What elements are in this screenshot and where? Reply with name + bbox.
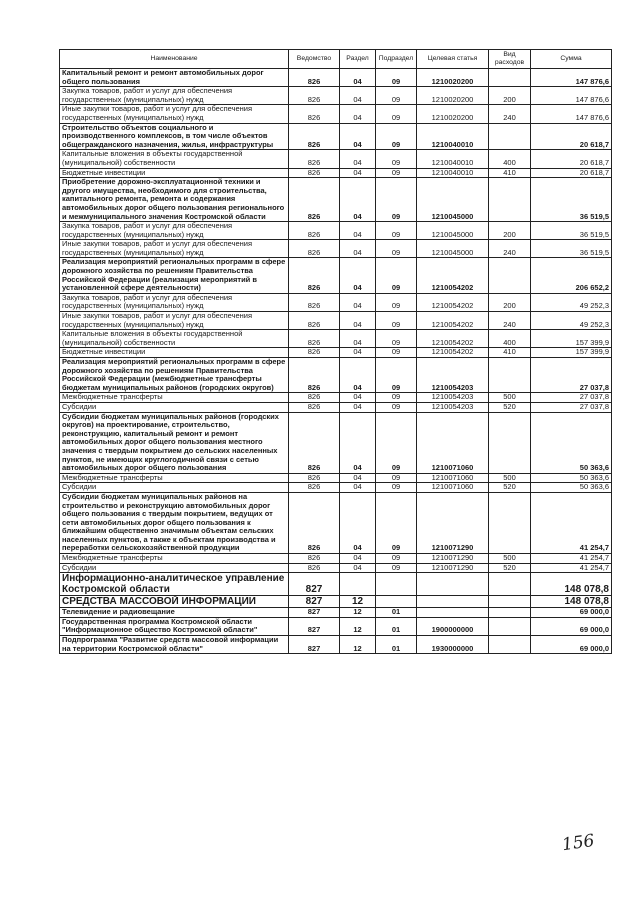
cell-razdel: 04 — [340, 563, 376, 573]
table-row — [60, 222, 612, 240]
cell-vr: 500 — [489, 554, 531, 564]
cell-name: Телевидение и радиовещание — [60, 608, 289, 618]
cell-vr — [489, 69, 531, 87]
cell-name: Бюджетные инвестиции — [60, 168, 289, 178]
cell-vr — [489, 358, 531, 393]
cell-vr: 410 — [489, 168, 531, 178]
cell-sum: 148 078,8 — [531, 573, 612, 596]
cell-razdel: 04 — [340, 240, 376, 258]
cell-podrazdel: 09 — [376, 563, 417, 573]
cell-name: Иные закупки товаров, работ и услуг для обеспечения государственных (муниципальных) нужд — [60, 312, 289, 330]
cell-csr: 1210054202 — [417, 258, 489, 293]
cell-name: СРЕДСТВА МАССОВОЙ ИНФОРМАЦИИ — [60, 596, 289, 608]
cell-name: Информационно-аналитическое управление Костромской области — [60, 573, 289, 596]
cell-vr — [489, 412, 531, 473]
cell-name: Межбюджетные трансферты — [60, 393, 289, 403]
cell-razdel: 12 — [340, 596, 376, 608]
cell-ved: 826 — [289, 240, 340, 258]
cell-ved: 826 — [289, 483, 340, 493]
cell-name: Бюджетные инвестиции — [60, 348, 289, 358]
table-row — [60, 617, 612, 635]
cell-razdel: 04 — [340, 69, 376, 87]
cell-csr: 1900000000 — [417, 617, 489, 635]
table-row — [60, 312, 612, 330]
cell-csr: 1210045000 — [417, 178, 489, 222]
cell-ved: 826 — [289, 150, 340, 168]
cell-razdel: 04 — [340, 150, 376, 168]
cell-csr: 1210054202 — [417, 312, 489, 330]
cell-ved: 826 — [289, 412, 340, 473]
table-row — [60, 473, 612, 483]
cell-ved: 826 — [289, 330, 340, 348]
cell-vr: 200 — [489, 87, 531, 105]
cell-razdel: 04 — [340, 402, 376, 412]
cell-name: Строительство объектов социального и производственного комплексов, в том числе объектов общегражданского назначения, жилья, инфраструктуры — [60, 123, 289, 150]
cell-sum: 20 618,7 — [531, 168, 612, 178]
cell-csr: 1210054203 — [417, 402, 489, 412]
cell-vr: 200 — [489, 222, 531, 240]
cell-sum: 147 876,6 — [531, 69, 612, 87]
cell-vr: 500 — [489, 393, 531, 403]
cell-sum: 147 876,6 — [531, 105, 612, 123]
cell-ved: 827 — [289, 573, 340, 596]
cell-name: Подпрограмма "Развитие средств массовой информации на территории Костромской области" — [60, 636, 289, 654]
cell-podrazdel — [376, 573, 417, 596]
cell-razdel: 04 — [340, 412, 376, 473]
table-row — [60, 573, 612, 596]
cell-csr — [417, 573, 489, 596]
table-row — [60, 608, 612, 618]
cell-csr — [417, 596, 489, 608]
cell-razdel: 04 — [340, 330, 376, 348]
cell-name: Субсидии — [60, 563, 289, 573]
cell-podrazdel — [376, 596, 417, 608]
cell-name: Капитальные вложения в объекты государственной (муниципальной) собственности — [60, 330, 289, 348]
table-row — [60, 87, 612, 105]
cell-podrazdel: 09 — [376, 150, 417, 168]
page-number: 156 — [560, 830, 596, 856]
table-row — [60, 69, 612, 87]
cell-name: Субсидии — [60, 483, 289, 493]
header-ved: Ведомство — [289, 50, 340, 69]
cell-csr: 1210040010 — [417, 150, 489, 168]
cell-podrazdel: 09 — [376, 178, 417, 222]
header-csr: Целевая статья — [417, 50, 489, 69]
cell-ved: 826 — [289, 358, 340, 393]
cell-vr: 520 — [489, 563, 531, 573]
cell-podrazdel: 09 — [376, 348, 417, 358]
cell-csr: 1210054203 — [417, 393, 489, 403]
table-row — [60, 150, 612, 168]
cell-ved: 826 — [289, 492, 340, 553]
cell-vr: 400 — [489, 330, 531, 348]
cell-razdel: 04 — [340, 348, 376, 358]
table-row — [60, 563, 612, 573]
cell-razdel: 04 — [340, 393, 376, 403]
cell-ved: 826 — [289, 554, 340, 564]
cell-csr: 1210071290 — [417, 492, 489, 553]
cell-name: Субсидии бюджетам муниципальных районов на строительство и реконструкцию автомобильных дорог общего пользования с твердым покрытием, ведущих от сети автомобильных дорог общего пользования к ближайшим общественно значимым объектам сельских населенных пунктов, а также к объектам производства и переработки сельскохозяйственной продукции — [60, 492, 289, 553]
cell-csr: 1210071060 — [417, 483, 489, 493]
cell-ved: 826 — [289, 473, 340, 483]
cell-razdel: 12 — [340, 636, 376, 654]
cell-podrazdel: 01 — [376, 636, 417, 654]
cell-razdel: 04 — [340, 358, 376, 393]
cell-vr — [489, 123, 531, 150]
cell-sum: 49 252,3 — [531, 312, 612, 330]
cell-ved: 826 — [289, 312, 340, 330]
cell-ved: 826 — [289, 123, 340, 150]
cell-vr: 520 — [489, 483, 531, 493]
table-header-row — [60, 50, 612, 69]
cell-sum: 36 519,5 — [531, 240, 612, 258]
table-row — [60, 393, 612, 403]
cell-csr: 1210020200 — [417, 87, 489, 105]
cell-sum: 69 000,0 — [531, 636, 612, 654]
cell-ved: 826 — [289, 178, 340, 222]
cell-csr: 1930000000 — [417, 636, 489, 654]
cell-csr: 1210071060 — [417, 473, 489, 483]
cell-name: Иные закупки товаров, работ и услуг для обеспечения государственных (муниципальных) нужд — [60, 240, 289, 258]
cell-vr — [489, 617, 531, 635]
cell-name: Закупка товаров, работ и услуг для обеспечения государственных (муниципальных) нужд — [60, 222, 289, 240]
cell-podrazdel: 01 — [376, 617, 417, 635]
header-name: Наименование — [60, 50, 289, 69]
table-row — [60, 554, 612, 564]
cell-sum: 69 000,0 — [531, 608, 612, 618]
cell-sum: 50 363,6 — [531, 473, 612, 483]
cell-vr: 520 — [489, 402, 531, 412]
header-podrazdel: Подраздел — [376, 50, 417, 69]
cell-podrazdel: 09 — [376, 168, 417, 178]
cell-ved: 827 — [289, 596, 340, 608]
cell-podrazdel: 09 — [376, 358, 417, 393]
cell-csr: 1210054202 — [417, 348, 489, 358]
table-row — [60, 330, 612, 348]
cell-vr: 240 — [489, 312, 531, 330]
cell-csr: 1210020200 — [417, 105, 489, 123]
cell-podrazdel: 09 — [376, 412, 417, 473]
cell-sum: 41 254,7 — [531, 492, 612, 553]
cell-sum: 41 254,7 — [531, 554, 612, 564]
table-row — [60, 402, 612, 412]
cell-sum: 157 399,9 — [531, 330, 612, 348]
table-row — [60, 412, 612, 473]
cell-name: Капитальные вложения в объекты государственной (муниципальной) собственности — [60, 150, 289, 168]
table-row — [60, 258, 612, 293]
cell-razdel: 04 — [340, 293, 376, 311]
table-row — [60, 348, 612, 358]
cell-razdel: 12 — [340, 617, 376, 635]
cell-ved: 826 — [289, 348, 340, 358]
table-row — [60, 123, 612, 150]
cell-razdel: 04 — [340, 258, 376, 293]
cell-podrazdel: 09 — [376, 105, 417, 123]
cell-vr — [489, 636, 531, 654]
cell-sum: 20 618,7 — [531, 150, 612, 168]
cell-name: Государственная программа Костромской области "Информационное общество Костромской области" — [60, 617, 289, 635]
cell-vr — [489, 573, 531, 596]
cell-podrazdel: 09 — [376, 123, 417, 150]
cell-podrazdel: 09 — [376, 240, 417, 258]
cell-sum: 206 652,2 — [531, 258, 612, 293]
cell-vr — [489, 178, 531, 222]
cell-podrazdel: 09 — [376, 393, 417, 403]
cell-csr — [417, 608, 489, 618]
cell-sum: 27 037,8 — [531, 393, 612, 403]
cell-podrazdel: 09 — [376, 69, 417, 87]
table-row — [60, 358, 612, 393]
cell-razdel: 04 — [340, 168, 376, 178]
cell-ved: 826 — [289, 69, 340, 87]
cell-vr: 410 — [489, 348, 531, 358]
cell-csr: 1210045000 — [417, 222, 489, 240]
header-sum: Сумма — [531, 50, 612, 69]
cell-ved: 826 — [289, 222, 340, 240]
cell-podrazdel: 09 — [376, 87, 417, 105]
cell-csr: 1210054202 — [417, 293, 489, 311]
cell-podrazdel: 09 — [376, 473, 417, 483]
cell-csr: 1210020200 — [417, 69, 489, 87]
cell-vr — [489, 492, 531, 553]
cell-ved: 827 — [289, 636, 340, 654]
cell-ved: 827 — [289, 608, 340, 618]
cell-name: Капитальный ремонт и ремонт автомобильных дорог общего пользования — [60, 69, 289, 87]
cell-razdel: 04 — [340, 473, 376, 483]
cell-podrazdel: 09 — [376, 483, 417, 493]
cell-sum: 148 078,8 — [531, 596, 612, 608]
table-row — [60, 293, 612, 311]
cell-csr: 1210054203 — [417, 358, 489, 393]
cell-razdel: 04 — [340, 87, 376, 105]
cell-sum: 36 519,5 — [531, 222, 612, 240]
table-row — [60, 483, 612, 493]
cell-sum: 41 254,7 — [531, 563, 612, 573]
cell-csr: 1210071290 — [417, 563, 489, 573]
table-row — [60, 240, 612, 258]
cell-name: Субсидии бюджетам муниципальных районов (городских округов) на проектирование, строительство, реконструкцию, капитальный ремонт и ремонт автомобильных дорог общего пользования местного значения с твердым покрытием до сельских населенных пунктов, не имеющих круглогодичной связи с сетью автомобильных дорог общего пользования — [60, 412, 289, 473]
header-razdel: Раздел — [340, 50, 376, 69]
cell-ved: 826 — [289, 258, 340, 293]
cell-razdel: 12 — [340, 608, 376, 618]
cell-razdel: 04 — [340, 123, 376, 150]
cell-name: Межбюджетные трансферты — [60, 554, 289, 564]
cell-podrazdel: 09 — [376, 258, 417, 293]
cell-sum: 27 037,8 — [531, 402, 612, 412]
cell-name: Иные закупки товаров, работ и услуг для обеспечения государственных (муниципальных) нужд — [60, 105, 289, 123]
cell-name: Закупка товаров, работ и услуг для обеспечения государственных (муниципальных) нужд — [60, 293, 289, 311]
cell-razdel: 04 — [340, 554, 376, 564]
cell-sum: 147 876,6 — [531, 87, 612, 105]
cell-vr: 400 — [489, 150, 531, 168]
cell-vr — [489, 596, 531, 608]
cell-name: Реализация мероприятий региональных программ в сфере дорожного хозяйства по решениям Правительства Российской Федерации (реализация мероприятий в установленной сфере деятельности) — [60, 258, 289, 293]
cell-sum: 50 363,6 — [531, 412, 612, 473]
cell-razdel: 04 — [340, 483, 376, 493]
table-body — [60, 69, 612, 654]
cell-csr: 1210040010 — [417, 123, 489, 150]
cell-vr — [489, 258, 531, 293]
cell-vr: 240 — [489, 240, 531, 258]
cell-ved: 826 — [289, 293, 340, 311]
cell-razdel: 04 — [340, 222, 376, 240]
cell-vr: 240 — [489, 105, 531, 123]
cell-csr: 1210045000 — [417, 240, 489, 258]
table-row — [60, 105, 612, 123]
budget-table — [59, 49, 612, 654]
cell-podrazdel: 09 — [376, 402, 417, 412]
cell-name: Закупка товаров, работ и услуг для обеспечения государственных (муниципальных) нужд — [60, 87, 289, 105]
cell-podrazdel: 09 — [376, 330, 417, 348]
cell-podrazdel: 09 — [376, 312, 417, 330]
cell-razdel — [340, 573, 376, 596]
cell-vr — [489, 608, 531, 618]
cell-sum: 27 037,8 — [531, 358, 612, 393]
cell-csr: 1210071290 — [417, 554, 489, 564]
table-row — [60, 492, 612, 553]
cell-ved: 826 — [289, 402, 340, 412]
cell-csr: 1210054202 — [417, 330, 489, 348]
cell-podrazdel: 01 — [376, 608, 417, 618]
cell-ved: 826 — [289, 87, 340, 105]
cell-ved: 826 — [289, 105, 340, 123]
cell-sum: 20 618,7 — [531, 123, 612, 150]
cell-razdel: 04 — [340, 178, 376, 222]
cell-ved: 826 — [289, 168, 340, 178]
cell-ved: 826 — [289, 393, 340, 403]
cell-ved: 827 — [289, 617, 340, 635]
cell-vr: 500 — [489, 473, 531, 483]
table-row — [60, 636, 612, 654]
cell-csr: 1210071060 — [417, 412, 489, 473]
cell-name: Приобретение дорожно-эксплуатационной техники и другого имущества, необходимого для строительства, капитального ремонта, ремонта и содержания автомобильных дорог общего пользования регионального и межмуниципального значения Костромской области — [60, 178, 289, 222]
cell-csr: 1210040010 — [417, 168, 489, 178]
cell-sum: 157 399,9 — [531, 348, 612, 358]
cell-sum: 49 252,3 — [531, 293, 612, 311]
cell-podrazdel: 09 — [376, 293, 417, 311]
cell-podrazdel: 09 — [376, 492, 417, 553]
header-vr: Вид расходов — [489, 50, 531, 69]
cell-razdel: 04 — [340, 312, 376, 330]
cell-vr: 200 — [489, 293, 531, 311]
table-row — [60, 178, 612, 222]
cell-name: Межбюджетные трансферты — [60, 473, 289, 483]
cell-sum: 36 519,5 — [531, 178, 612, 222]
cell-razdel: 04 — [340, 492, 376, 553]
table-row — [60, 596, 612, 608]
cell-name: Субсидии — [60, 402, 289, 412]
cell-name: Реализация мероприятий региональных программ в сфере дорожного хозяйства по решениям Правительства Российской Федерации (межбюджетные трансферты бюджетам муниципальных районов (городских округов) — [60, 358, 289, 393]
cell-razdel: 04 — [340, 105, 376, 123]
cell-sum: 69 000,0 — [531, 617, 612, 635]
cell-sum: 50 363,6 — [531, 483, 612, 493]
cell-ved: 826 — [289, 563, 340, 573]
cell-podrazdel: 09 — [376, 554, 417, 564]
cell-podrazdel: 09 — [376, 222, 417, 240]
table-row — [60, 168, 612, 178]
